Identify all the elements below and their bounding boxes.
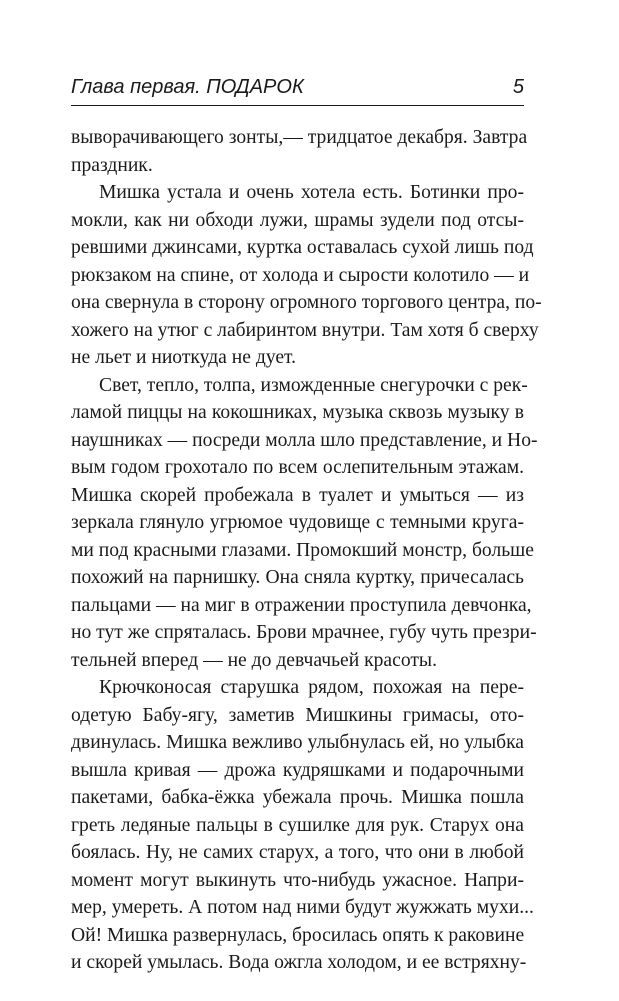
text-line: и скорей умылась. Вода ожгла холодом, и ее встряхну- [71, 952, 527, 973]
text-line: одетую Бабу-ягу, заметив Мишкины гримасы, ото- [71, 704, 524, 726]
text-line: момент могут выкинуть что-нибудь ужасное. Напри- [71, 869, 524, 891]
text-line: выворачивающего зонты,— тридцатое декабря. Завтра [71, 127, 528, 148]
body-text [71, 124, 542, 977]
text-line: двинулась. Мишка вежливо улыбнулась ей, но улыбка [71, 732, 524, 753]
text-line: ламой пиццы на кокошниках, музыка сквозь музыку в [71, 402, 524, 423]
text-line: Мишка устала и очень хотела есть. Ботинки про- [99, 182, 524, 203]
paragraph [71, 372, 538, 675]
text-line: ми под красными глазами. Промокший монстр, больше [71, 539, 534, 561]
paragraph [71, 124, 528, 179]
header-rule [71, 105, 524, 106]
chapter-title: Глава первая. ПОДАРОК [71, 76, 304, 98]
text-line: похожий на парнишку. Она сняла куртку, причесалась [71, 567, 524, 588]
text-line: наушниках — посреди молла шло представление, и Но- [71, 429, 538, 451]
text-line: боялась. Ну, не самих старух, а того, что они в любой [71, 842, 524, 863]
text-line: праздник. [71, 154, 153, 176]
text-line: хожего на утюг с лабиринтом внутри. Там хотя б сверху [71, 319, 539, 341]
text-line: но тут же спряталась. Брови мрачнее, губу чуть презри- [71, 622, 537, 643]
text-line: тельней вперед — не до девчачьей красоты. [71, 649, 437, 671]
paragraph [71, 179, 542, 372]
text-line: вышла кривая — дрожа кудряшками и подарочными [71, 759, 524, 781]
text-line: Крючконосая старушка рядом, похожая на пере- [99, 677, 524, 698]
paragraph [71, 674, 534, 977]
text-line: Ой! Мишка развернулась, бросилась опять к раковине [71, 924, 525, 946]
text-line: ревшими джинсами, куртка оставалась сухой лишь под [71, 237, 534, 258]
page-number: 5 [512, 76, 524, 98]
text-line: мокли, как ни обходи лужи, шрамы зудели под отсы- [71, 209, 524, 231]
text-line: мер, умереть. А потом над ними будут жужжать мухи... [71, 897, 534, 918]
text-line: она свернула в сторону огромного торгового центра, по- [71, 292, 542, 313]
text-line: вым годом грохотало по всем ослепительным этажам. [71, 457, 524, 478]
text-line: Свет, тепло, толпа, изможденные снегурочки с рек- [99, 374, 528, 396]
text-line: пальцами — на миг в отражении проступила девчонка, [71, 594, 532, 616]
text-line: не льет и ниоткуда не дует. [71, 347, 297, 368]
text-line: рюкзаком на спине, от холода и сырости колотило — и [71, 264, 530, 286]
text-line: греть ледяные пальцы в сушилке для рук. Старух она [71, 814, 524, 836]
running-head [71, 72, 524, 102]
text-line: Мишка скорей пробежала в туалет и умыться — из [71, 484, 524, 506]
text-line: пакетами, бабка-ёжка убежала прочь. Мишка пошла [71, 787, 524, 808]
text-line: зеркала глянуло угрюмое чудовище с темными круга- [71, 512, 524, 533]
